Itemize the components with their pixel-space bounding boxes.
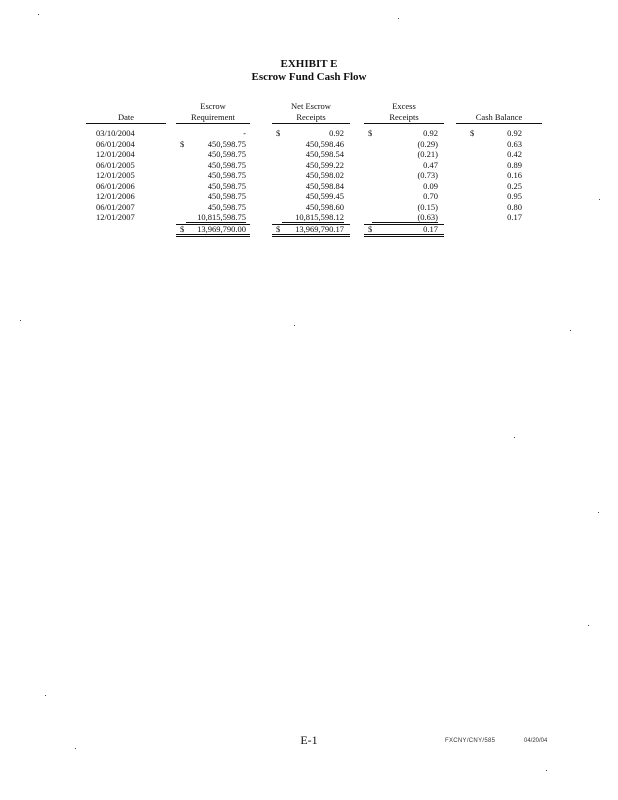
cell-date: 06/01/2007	[96, 201, 135, 212]
header-cash-balance-label: Cash Balance	[475, 112, 523, 122]
cell-net-escrow-receipts: 450,598.60	[305, 201, 344, 212]
currency-sign: $	[180, 223, 185, 234]
table-row	[0, 212, 618, 223]
cell-escrow-requirement: 450,598.75	[207, 180, 246, 191]
footer-date: 04/20/04	[524, 738, 548, 744]
currency-sign: $	[368, 128, 373, 138]
cell-excess-receipts: (0.21)	[417, 149, 438, 159]
header-excess-line1: Excess	[392, 101, 416, 111]
header-net-escrow-line2: Receipts	[296, 112, 326, 122]
cell-net-escrow-receipts: 450,598.46	[305, 138, 344, 149]
header-escrow-requirement	[176, 98, 250, 124]
table-row	[0, 160, 618, 171]
header-escrow-requirement-line1: Escrow	[200, 101, 226, 111]
total-net-escrow-receipts: 13,969,790.17	[295, 223, 344, 234]
totals-row	[0, 224, 618, 235]
cell-net-escrow-receipts: 450,599.22	[305, 159, 344, 170]
cell-escrow-requirement: 450,598.75	[207, 159, 246, 170]
cell-date: 03/10/2004	[96, 128, 135, 138]
header-date-label: Date	[117, 112, 135, 122]
currency-sign: $	[470, 128, 475, 138]
header-escrow-requirement-line2: Requirement	[191, 112, 235, 122]
table-row	[0, 181, 618, 192]
cell-excess-receipts: (0.15)	[417, 201, 438, 212]
cell-cash-balance: 0.16	[507, 170, 522, 180]
exhibit-title: EXHIBIT E	[280, 58, 338, 70]
cell-cash-balance: 0.63	[507, 138, 522, 149]
table-row	[0, 202, 618, 213]
currency-sign: $	[276, 223, 281, 234]
exhibit-subtitle: Escrow Fund Cash Flow	[251, 71, 367, 83]
cell-escrow-requirement: -	[243, 128, 246, 138]
currency-sign: $	[180, 138, 185, 149]
currency-sign: $	[368, 223, 373, 234]
cell-excess-receipts: (0.73)	[417, 170, 438, 180]
header-net-escrow-receipts	[272, 98, 350, 124]
cell-date: 12/01/2006	[96, 191, 135, 201]
cell-escrow-requirement: 450,598.75	[207, 201, 246, 212]
cell-escrow-requirement: 450,598.75	[207, 170, 246, 180]
cell-excess-receipts: 0.47	[423, 159, 438, 170]
cell-date: 12/01/2005	[96, 170, 135, 180]
cell-net-escrow-receipts: 10,815,598.12	[282, 212, 344, 223]
total-escrow-requirement: 13,969,790.00	[197, 223, 246, 234]
cell-escrow-requirement: 450,598.75	[207, 149, 246, 159]
cell-date: 12/01/2007	[96, 212, 135, 222]
cell-excess-receipts: 0.09	[423, 180, 438, 191]
table-row	[0, 170, 618, 181]
cell-date: 06/01/2005	[96, 159, 135, 170]
page-number: E-1	[300, 733, 318, 747]
header-excess-line2: Receipts	[389, 112, 419, 122]
header-cash-balance	[456, 98, 542, 124]
header-date	[86, 98, 166, 124]
cell-escrow-requirement: 450,598.75	[207, 138, 246, 149]
cell-date: 12/01/2004	[96, 149, 135, 159]
cell-cash-balance: 0.95	[507, 191, 522, 201]
table-row	[0, 128, 618, 139]
document-title	[0, 58, 618, 84]
cell-cash-balance: 0.92	[507, 128, 522, 138]
cell-cash-balance: 0.17	[507, 212, 522, 222]
cell-date: 06/01/2004	[96, 138, 135, 149]
cell-cash-balance: 0.80	[507, 201, 522, 212]
cell-net-escrow-receipts: 450,598.84	[305, 180, 344, 191]
footer-reference: FXCNY/CNY/585	[445, 738, 496, 744]
cell-net-escrow-receipts: 450,598.54	[305, 149, 344, 159]
cell-cash-balance: 0.25	[507, 180, 522, 191]
cell-date: 06/01/2006	[96, 180, 135, 191]
cell-excess-receipts: 0.92	[423, 128, 438, 138]
header-excess-receipts	[364, 98, 444, 124]
total-excess-receipts: 0.17	[423, 223, 438, 234]
table-row	[0, 139, 618, 150]
table-body	[0, 128, 618, 234]
currency-sign: $	[276, 128, 281, 138]
cell-cash-balance: 0.42	[507, 149, 522, 159]
cell-net-escrow-receipts: 450,598.02	[305, 170, 344, 180]
table-row	[0, 191, 618, 202]
cell-escrow-requirement: 10,815,598.75	[186, 212, 246, 223]
cell-escrow-requirement: 450,598.75	[207, 191, 246, 201]
cell-net-escrow-receipts: 0.92	[329, 128, 344, 138]
cell-net-escrow-receipts: 450,599.45	[305, 191, 344, 201]
header-net-escrow-line1: Net Escrow	[291, 101, 331, 111]
cell-cash-balance: 0.89	[507, 159, 522, 170]
cell-excess-receipts: (0.29)	[417, 138, 438, 149]
cell-excess-receipts: 0.70	[423, 191, 438, 201]
cell-excess-receipts: (0.63)	[372, 212, 438, 223]
table-row	[0, 149, 618, 160]
